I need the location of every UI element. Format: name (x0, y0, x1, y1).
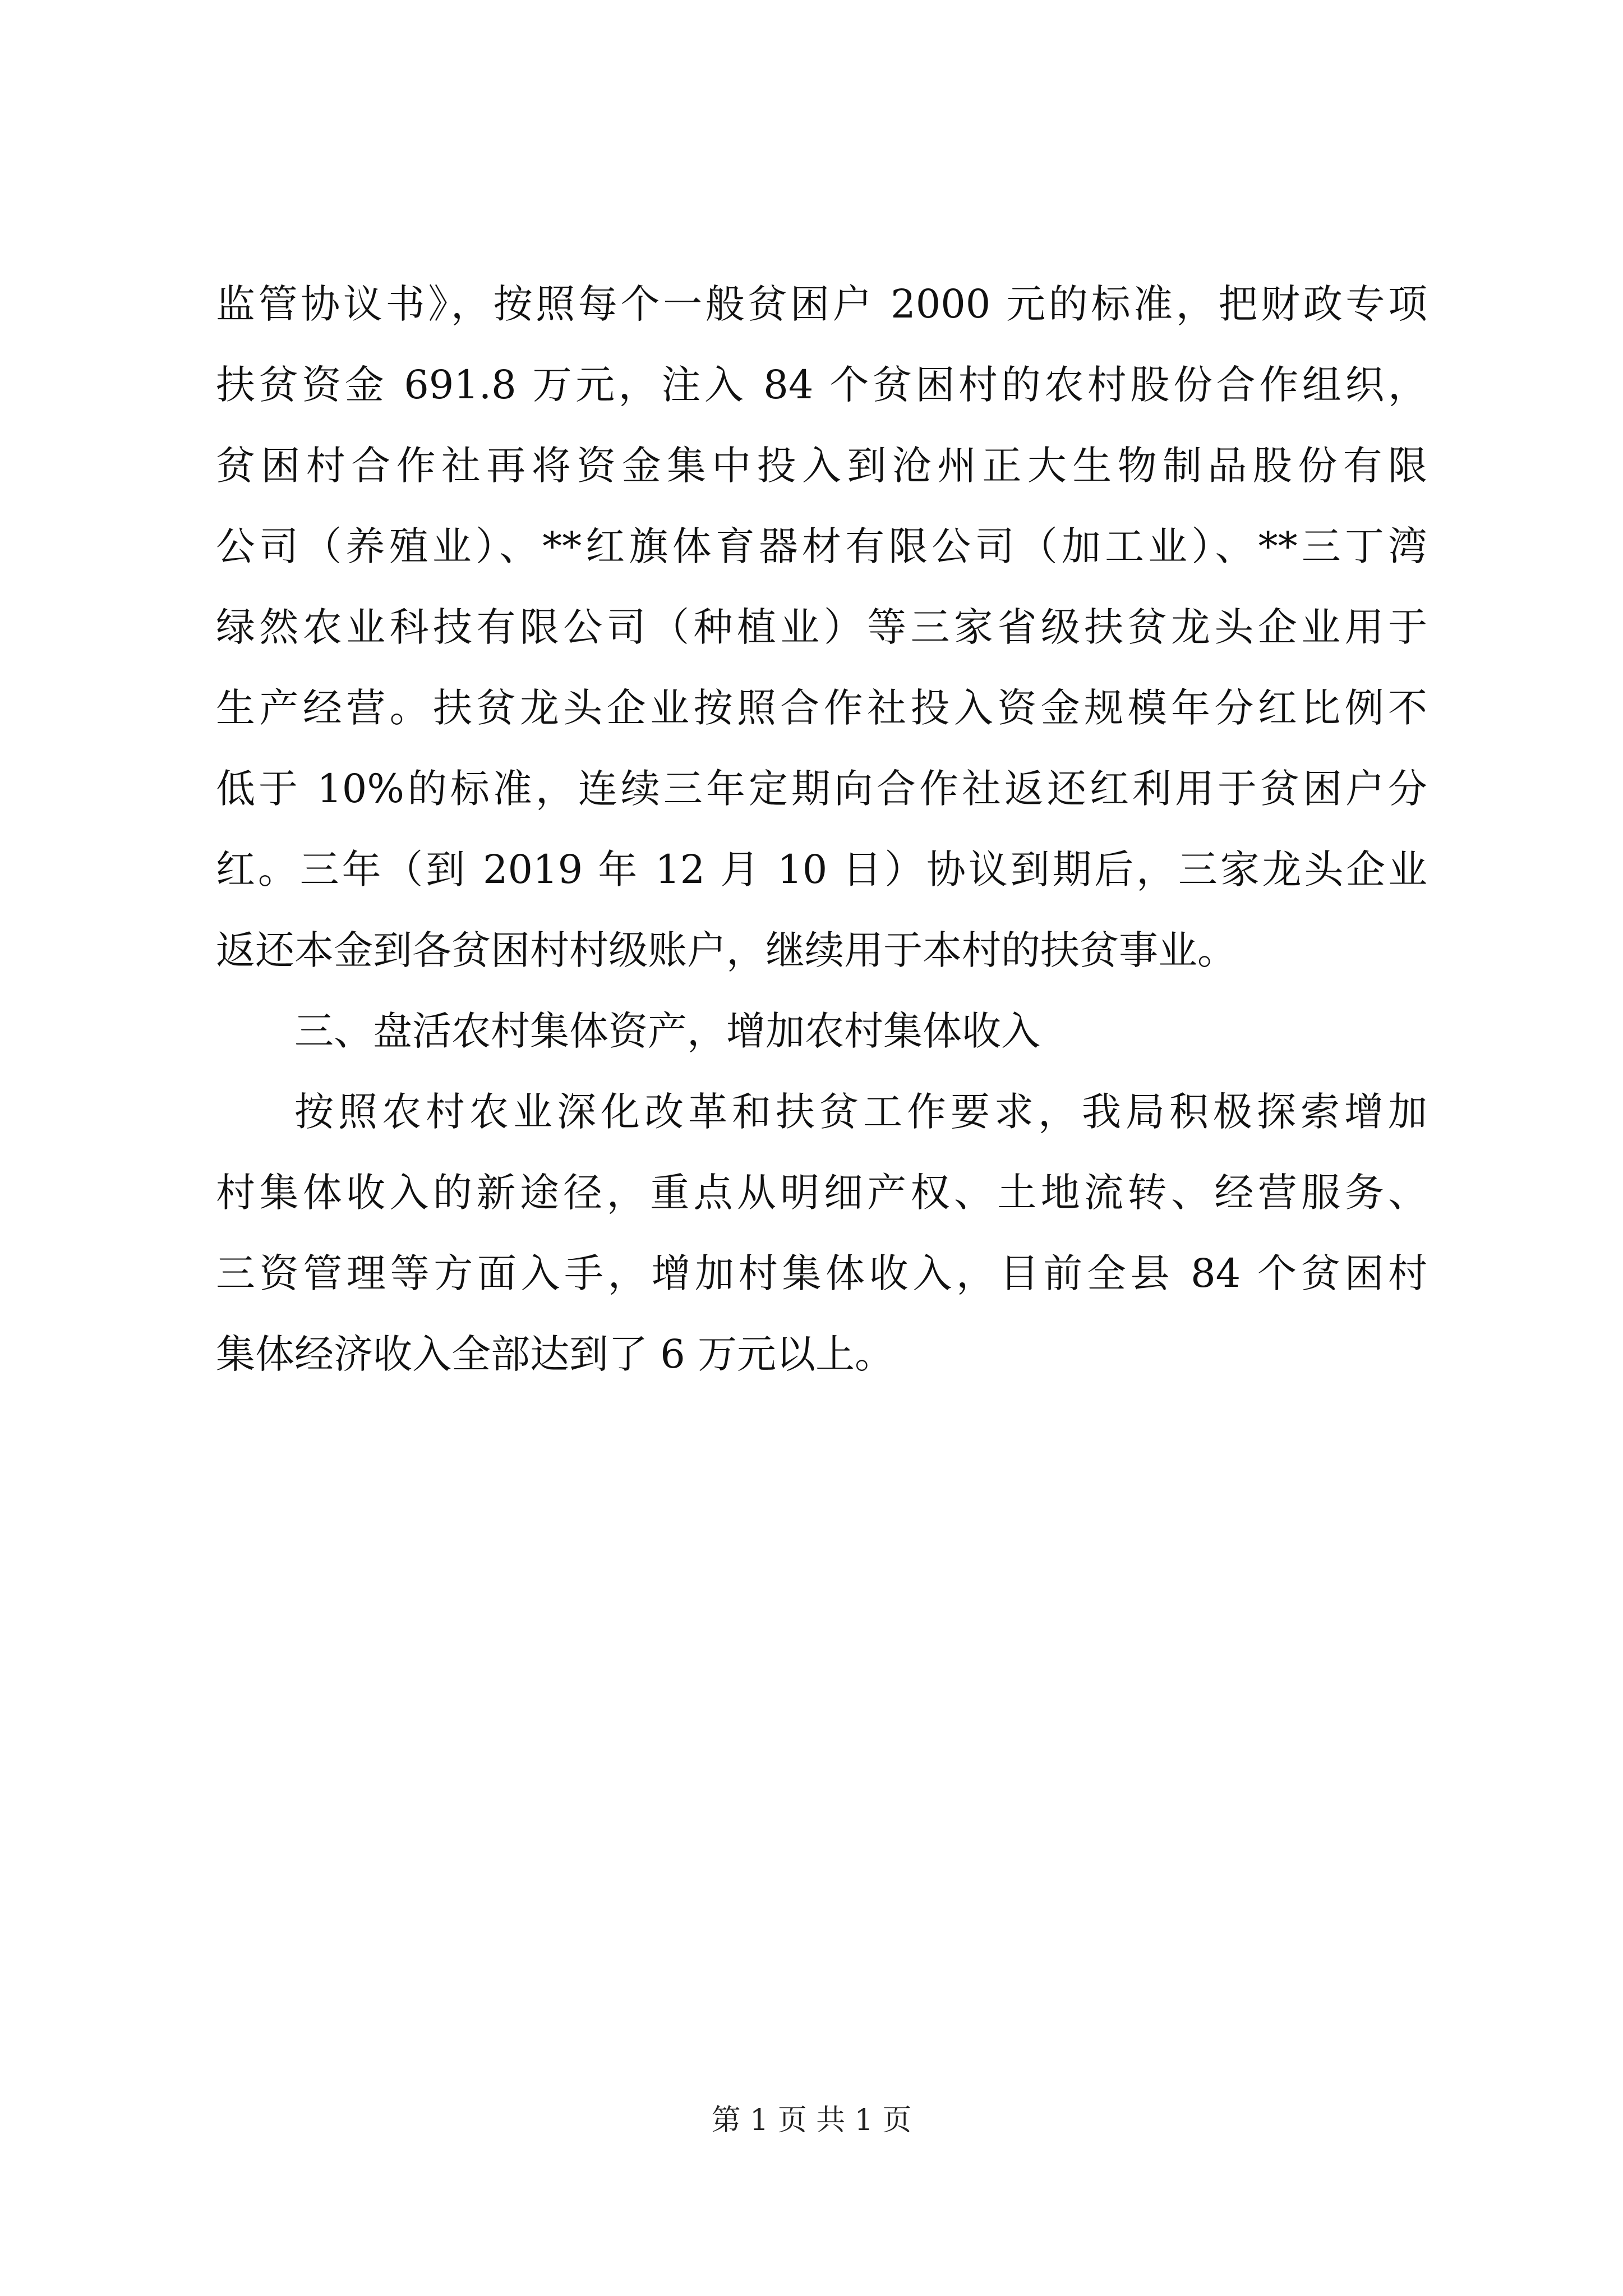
paragraph-line: 三资管理等方面入手，增加村集体收入，目前全县 84 个贫困村 (216, 1250, 1427, 1296)
paragraph-line: 公司（养殖业）、**红旗体育器材有限公司（加工业）、**三丁湾 (216, 523, 1427, 569)
paragraph-line: 集体经济收入全部达到了 6 万元以上。 (216, 1331, 895, 1377)
document-body (216, 264, 1427, 1395)
section-heading: 三、盘活农村集体资产，增加农村集体收入 (294, 1008, 1040, 1054)
paragraph-line: 扶贫资金 691.8 万元，注入 84 个贫困村的农村股份合作组织， (216, 362, 1427, 408)
paragraph-line: 低于 10%的标准，连续三年定期向合作社返还红利用于贫困户分 (216, 766, 1427, 812)
paragraph-line: 返还本金到各贫困村村级账户，继续用于本村的扶贫事业。 (216, 927, 1237, 973)
paragraph-line: 监管协议书》，按照每个一般贫困户 2000 元的标准，把财政专项 (216, 281, 1427, 327)
page-number-footer: 第 1 页 共 1 页 (711, 2104, 912, 2137)
paragraph-line: 绿然农业科技有限公司（种植业）等三家省级扶贫龙头企业用于 (216, 604, 1427, 650)
paragraph-line: 村集体收入的新途径，重点从明细产权、土地流转、经营服务、 (216, 1170, 1427, 1216)
paragraph-line: 贫困村合作社再将资金集中投入到沧州正大生物制品股份有限 (216, 443, 1427, 489)
paragraph-line: 按照农村农业深化改革和扶贫工作要求，我局积极探索增加 (294, 1089, 1427, 1135)
paragraph-line: 生产经营。扶贫龙头企业按照合作社投入资金规模年分红比例不 (216, 685, 1427, 731)
paragraph-line: 红。三年（到 2019 年 12 月 10 日）协议到期后，三家龙头企业 (216, 846, 1427, 892)
